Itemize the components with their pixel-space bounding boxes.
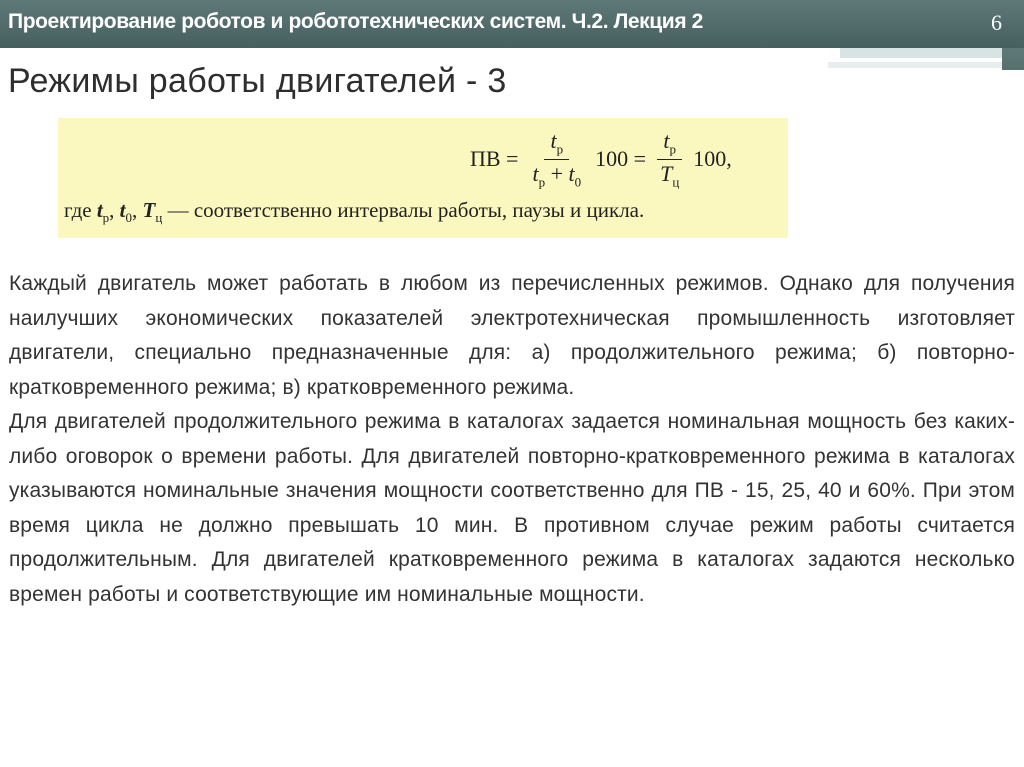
legend-var-tp-sub: р [102,210,110,226]
frac1-den-a: t [532,160,539,186]
paragraph-2: Для двигателей продолжительного режима в каталогах задается номинальная мощность без каких-либо оговорок о времени работы. Для двигателей повторно-кратковременного режима в каталогах указываются номинальные значения мощности соответственно для ПВ - 15, 25, 40 и 60%. При этом время цикла не должно превышать 10 мин. В противном случае режим работы считается продолжительным. Для двигателей кратковременного режима в каталогах задаются несколько времен работы и соответствующие им номинальные мощности. [9,410,1015,606]
formula-fraction-2 [654,130,685,188]
formula-image [58,118,788,238]
formula-legend [64,198,644,226]
legend-var-tc-sub: ц [155,210,163,226]
legend-var-tp: t [96,198,103,222]
lecture-title: Проектирование роботов и робототехнических систем. Ч.2. Лекция 2 [8,10,703,33]
page-number: 6 [991,10,1002,35]
paragraph-1: Каждый двигатель может работать в любом из перечисленных режимов. Однако для получения наилучших экономических показателей электротехническая промышленность изготовляет двигатели, специально предназначенные для: а) продолжительного режима; б) повторно-кратковременного режима; в) кратковременного режима. [9,272,1015,399]
frac2-numerator-sub: р [669,141,676,157]
legend-suffix: — соответственно интервалы работы, паузы и цикла. [162,198,645,222]
frac2-denominator: T [660,160,673,186]
legend-var-t0-sub: 0 [125,210,133,226]
formula-equation [468,120,734,198]
formula-tail: 100, [693,146,732,171]
frac1-numerator-sub: р [556,141,564,157]
header-bar [0,0,1024,48]
frac2-denominator-sub: ц [672,173,680,189]
frac1-den-b: t [568,160,575,186]
formula-lhs: ПВ = [470,146,519,171]
legend-var-t0: t [119,198,126,222]
frac1-numerator: t [550,128,557,154]
slide-title: Режимы работы двигателей - 3 [8,62,507,100]
frac1-den-a-sub: р [538,173,546,189]
frac1-den-b-sub: 0 [574,173,582,189]
frac1-den-plus: + [545,160,569,186]
formula-mid: 100 = [595,146,647,171]
legend-var-tc: T [142,198,156,222]
frac2-numerator: t [663,128,670,154]
formula-fraction-1 [526,130,587,188]
legend-sep-2: , [132,198,143,222]
legend-sep-1: , [109,198,120,222]
body-text [9,267,1015,612]
decorative-accent-bar [840,48,1002,58]
legend-prefix: где [64,198,97,222]
decorative-band [1002,48,1024,70]
decorative-accent-bar-secondary [828,62,1002,68]
